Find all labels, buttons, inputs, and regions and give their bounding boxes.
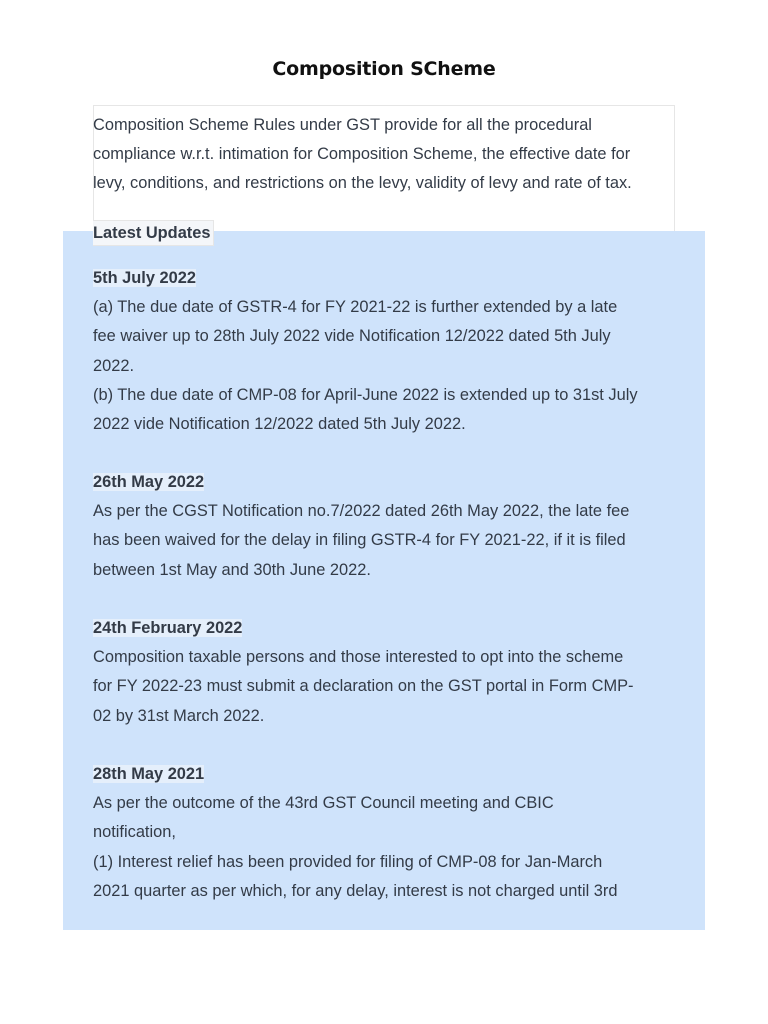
update-date — [93, 264, 683, 293]
update-line: for FY 2022-23 must submit a declaration on the GST portal in Form CMP- — [93, 677, 634, 696]
page-title: Composition SCheme — [272, 58, 496, 80]
update-line: notification, — [93, 823, 176, 842]
intro-line: levy, conditions, and restrictions on the levy, validity of levy and rate of tax. — [93, 174, 632, 193]
update-date — [93, 468, 683, 497]
latest-updates-heading: Latest Updates — [93, 220, 214, 246]
update-line: (b) The due date of CMP-08 for April-June 2022 is extended up to 31st July — [93, 385, 638, 404]
update-line: 02 by 31st March 2022. — [93, 706, 265, 725]
update-block-1 — [93, 264, 683, 439]
update-line: between 1st May and 30th June 2022. — [93, 560, 371, 579]
update-line: (a) The due date of GSTR-4 for FY 2021-22 is further extended by a late — [93, 298, 618, 317]
update-line: 2022. — [93, 356, 135, 375]
intro-line: compliance w.r.t. intimation for Composition Scheme, the effective date for — [93, 145, 631, 164]
update-line: 2021 quarter as per which, for any delay, interest is not charged until 3rd — [93, 881, 618, 900]
update-line: (1) Interest relief has been provided for filing of CMP-08 for Jan-March — [93, 852, 603, 871]
update-line: has been waived for the delay in filing GSTR-4 for FY 2021-22, if it is filed — [93, 531, 626, 550]
update-date — [93, 760, 683, 789]
intro-paragraph — [93, 111, 683, 199]
intro-line: Composition Scheme Rules under GST provide for all the procedural — [93, 116, 592, 134]
update-line: 2022 vide Notification 12/2022 dated 5th July 2022. — [93, 414, 466, 433]
update-block-4 — [93, 760, 683, 906]
update-line: As per the CGST Notification no.7/2022 dated 26th May 2022, the late fee — [93, 502, 630, 521]
update-block-3 — [93, 614, 683, 731]
update-date-text: 28th May 2021 — [93, 765, 205, 783]
update-date-text: 24th February 2022 — [93, 619, 243, 637]
update-line: Composition taxable persons and those interested to opt into the scheme — [93, 648, 624, 667]
update-line: fee waiver up to 28th July 2022 vide Notification 12/2022 dated 5th July — [93, 327, 611, 346]
update-block-2 — [93, 468, 683, 585]
update-date-text: 5th July 2022 — [93, 269, 196, 287]
update-line: As per the outcome of the 43rd GST Council meeting and CBIC — [93, 794, 554, 813]
update-date — [93, 614, 683, 643]
update-date-text: 26th May 2022 — [93, 473, 205, 491]
